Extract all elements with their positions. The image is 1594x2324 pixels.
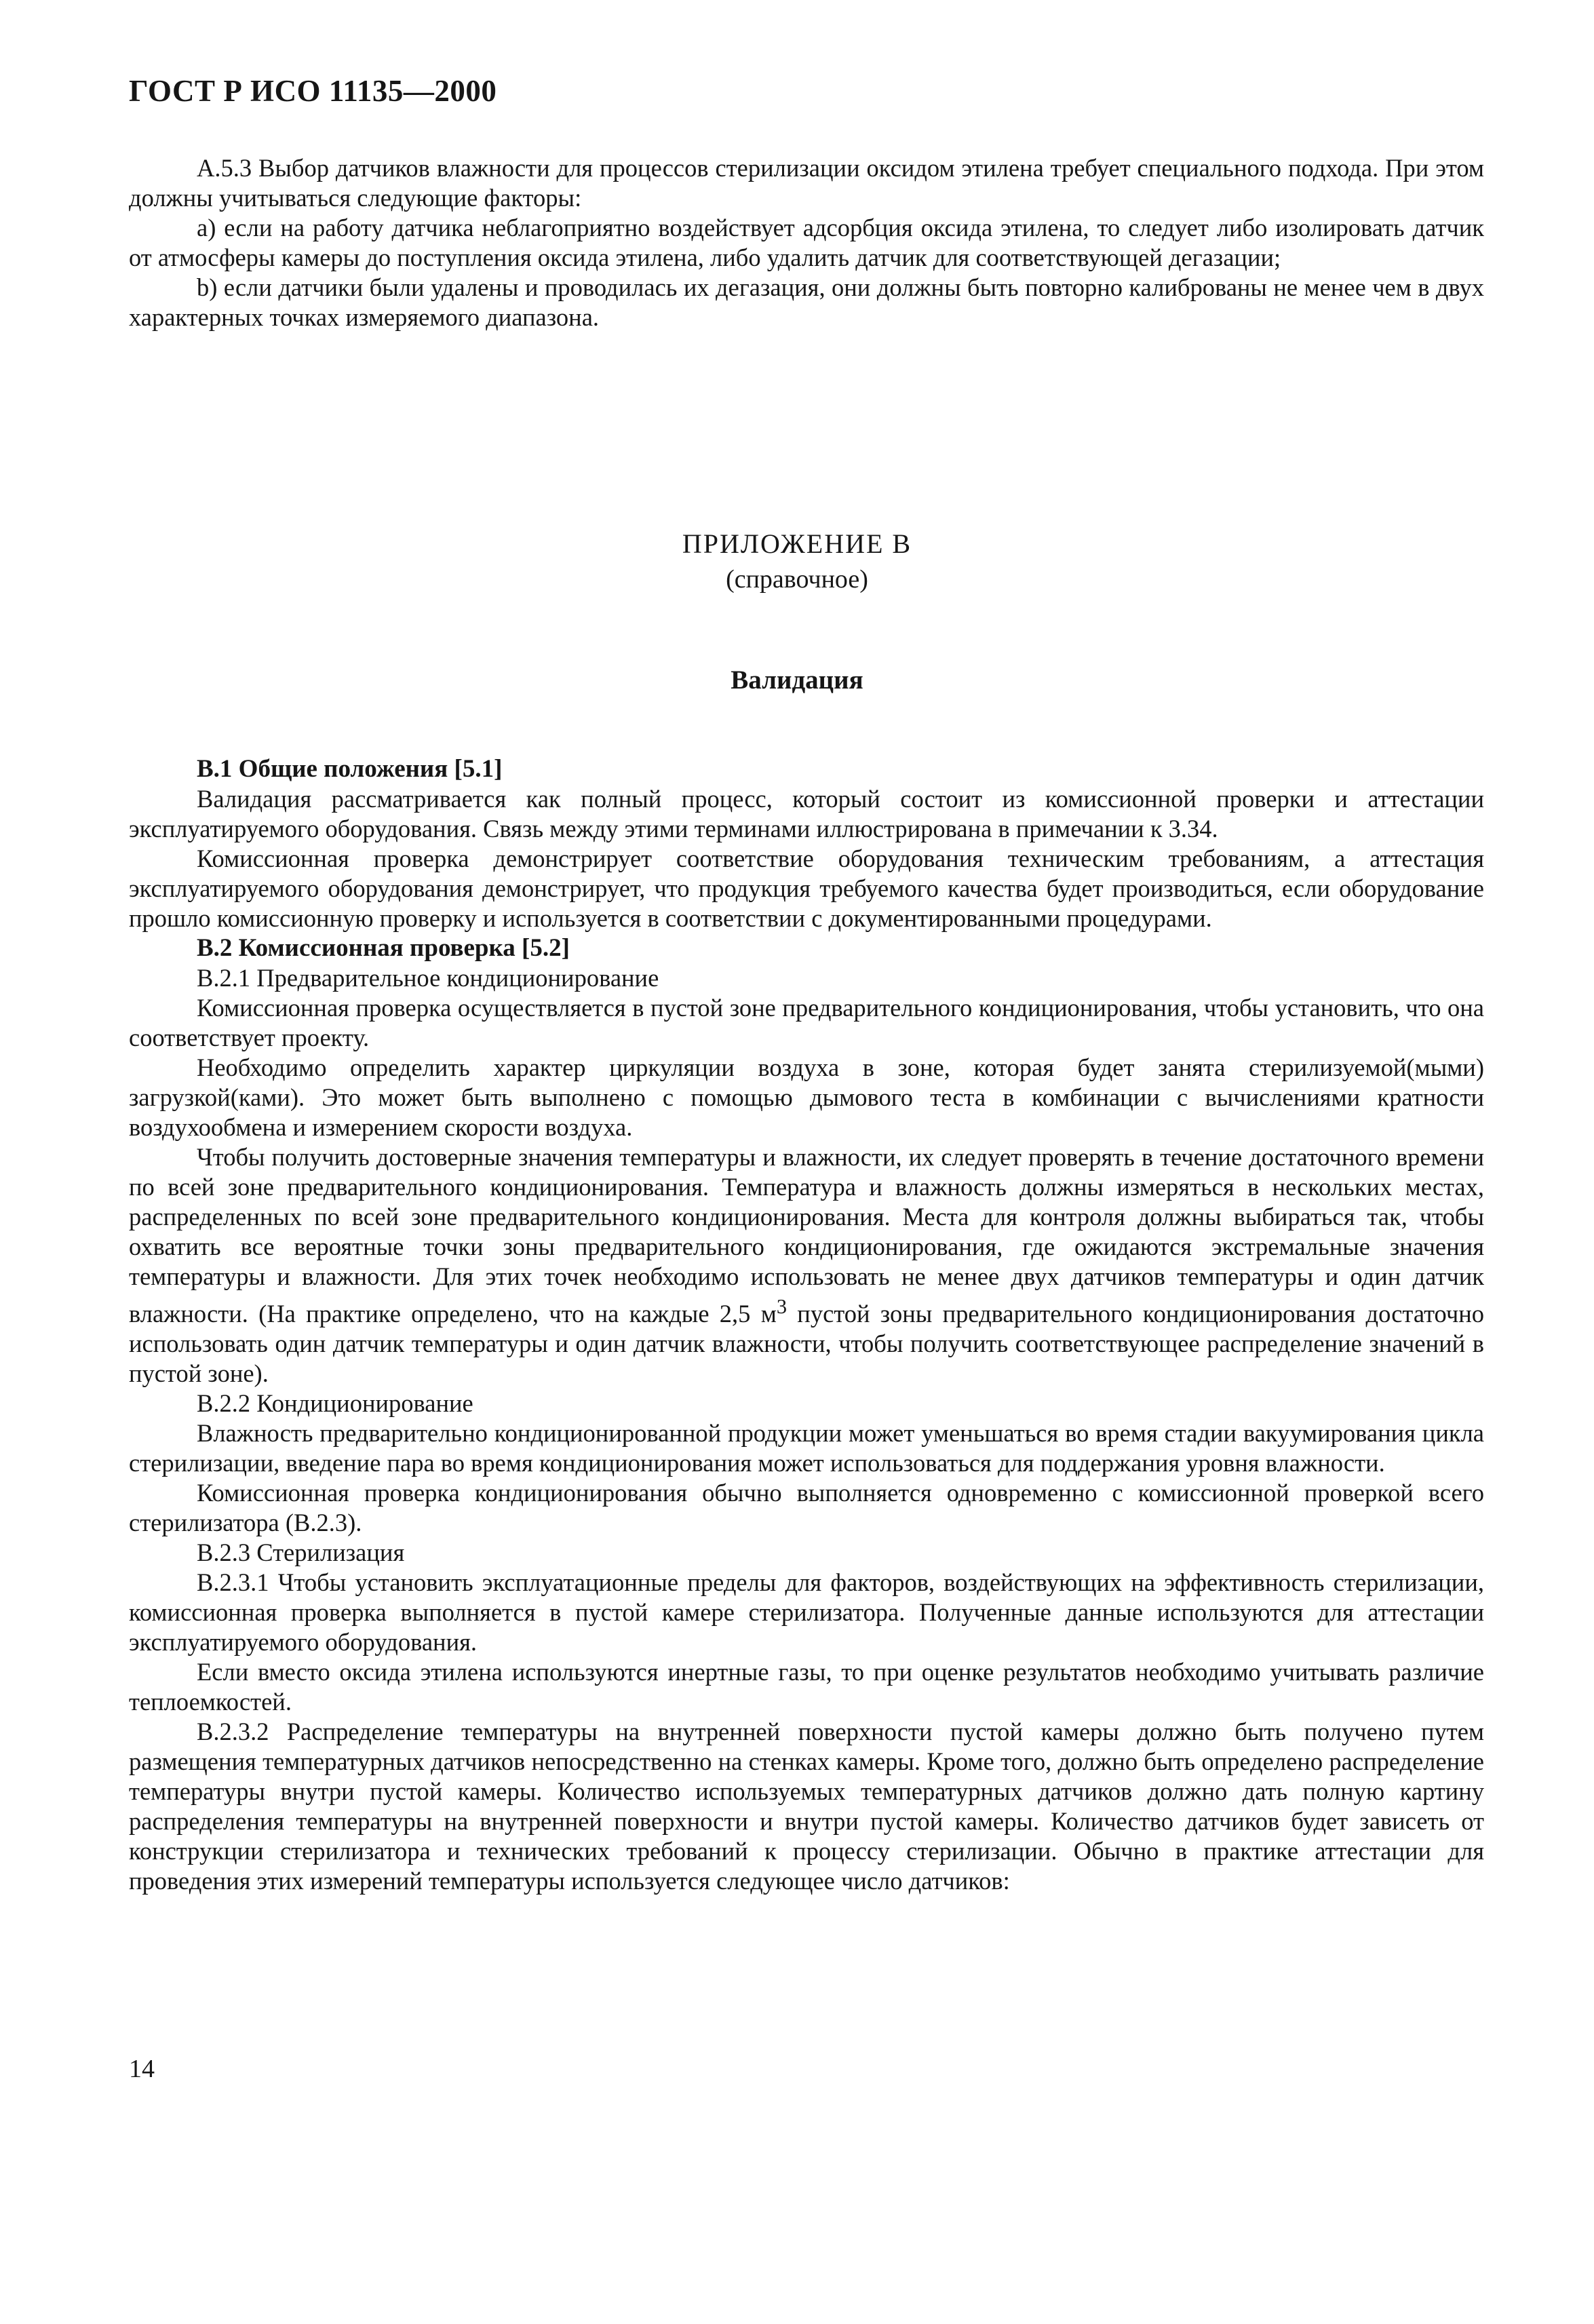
paragraph-b2-1-3-text-a: Чтобы получить достоверные значения температуры и влажности, их следует проверять в течение достаточного времени по всей зоне предварительного кондиционирования. Температура и влажность должны измеряться в нескольких местах, распределенных по всей зоне предварительного кондиционирования. Места для контроля должны выбираться так, чтобы охватить все вероятные точки зоны предварительного кондиционирования, где ожидаются экстремальные значения температуры и влажности. Для этих точек необходимо использовать не менее двух датчиков температуры и один датчик влажности. (На практике определено, что на каждые 2,5 м: [129, 1143, 1484, 1328]
paragraph-b2-3-1-note: Если вместо оксида этилена используются инертные газы, то при оценке результатов необходимо учитывать различие теплоемкостей.: [129, 1658, 1484, 1716]
page-number: 14: [129, 2055, 155, 2083]
paragraph-a5-3-item-a: а) если на работу датчика неблагоприятно воздействует адсорбция оксида этилена, то следует либо изолировать датчик от атмосферы камеры до поступления оксида этилена, либо удалить датчик для соответствующей дегазации;: [129, 214, 1484, 271]
appendix-title: ПРИЛОЖЕНИЕ В: [682, 528, 912, 559]
appendix-heading: Валидация: [731, 665, 863, 695]
paragraph-b2-2-2: Комиссионная проверка кондиционирования обычно выполняется одновременно с комиссионной проверкой всего стерилизатора (В.2.3).: [129, 1479, 1484, 1537]
heading-b2-1: В.2.1 Предварительное кондиционирование: [197, 964, 659, 992]
paragraph-b2-2-1: Влажность предварительно кондиционированной продукции может уменьшаться во время стадии вакуумирования цикла стерилизации, введение пара во время кондиционирования может использоваться для поддержания уровня влажности.: [129, 1419, 1484, 1477]
paragraph-b2-1-3: [129, 1142, 1484, 1389]
document-header: ГОСТ Р ИСО 11135—2000: [129, 74, 497, 108]
paragraph-a5-3-item-b: b) если датчики были удалены и проводилась их дегазация, они должны быть повторно калиброваны не менее чем в двух характерных точках измеряемого диапазона.: [129, 273, 1484, 331]
paragraph-b1-2: Комиссионная проверка демонстрирует соответствие оборудования техническим требованиям, а аттестация эксплуатируемого оборудования демонстрирует, что продукция требуемого качества будет производиться, если оборудование прошло комиссионную проверку и используется в соответствии с документированными процедурами.: [129, 845, 1484, 932]
heading-b2: В.2 Комиссионная проверка [5.2]: [197, 934, 570, 962]
heading-b1: В.1 Общие положения [5.1]: [197, 755, 503, 783]
paragraph-b2-1-2: Необходимо определить характер циркуляции воздуха в зоне, которая будет занята стерилизуемой(мыми) загрузкой(ками). Это может быть выполнено с помощью дымового теста в комбинации с вычислениями кратности воздухообмена и измерением скорости воздуха.: [129, 1053, 1484, 1141]
section-b-body: [129, 754, 1484, 1896]
paragraph-b2-1-1: Комиссионная проверка осуществляется в пустой зоне предварительного кондиционирования, чтобы установить, что она соответствует проекту.: [129, 994, 1484, 1051]
heading-b2-2: В.2.2 Кондиционирование: [197, 1389, 473, 1418]
paragraph-b1-1: Валидация рассматривается как полный процесс, который состоит из комиссионной проверки и аттестации эксплуатируемого оборудования. Связь между этими терминами иллюстрирована в примечании к 3.34.: [129, 785, 1484, 843]
paragraph-b2-3-2: В.2.3.2 Распределение температуры на внутренней поверхности пустой камеры должно быть получено путем размещения температурных датчиков непосредственно на стенках камеры. Кроме того, должно быть определено распределение температуры внутри пустой камеры. Количество используемых температурных датчиков должно дать полную картину распределения температуры на внутренней поверхности и внутри пустой камеры. Количество датчиков будет зависеть от конструкции стерилизатора и технических требований к процессу стерилизации. Обычно в практике аттестации для проведения этих измерений температуры используется следующее число датчиков:: [129, 1718, 1484, 1895]
paragraph-b2-1-3-text-b: пустой зоны предварительного кондиционирования достаточно использовать один датчик температуры и один датчик влажности, чтобы получить соответствующее распределение значений в пустой зоне).: [129, 1300, 1484, 1388]
cubic-superscript: 3: [776, 1295, 788, 1318]
paragraph-b2-3-1: В.2.3.1 Чтобы установить эксплуатационные пределы для факторов, воздействующих на эффективность стерилизации, комиссионная проверка выполняется в пустой камере стерилизатора. Полученные данные используются для аттестации эксплуатируемого оборудования.: [129, 1568, 1484, 1657]
heading-b2-3: В.2.3 Стерилизация: [197, 1538, 405, 1567]
appendix-subtitle: (справочное): [726, 565, 868, 594]
paragraph-a5-3-intro: А.5.3 Выбор датчиков влажности для процессов стерилизации оксидом этилена требует специального подхода. При этом должны учитываться следующие факторы:: [129, 154, 1484, 212]
section-a5-3: [129, 153, 1484, 332]
